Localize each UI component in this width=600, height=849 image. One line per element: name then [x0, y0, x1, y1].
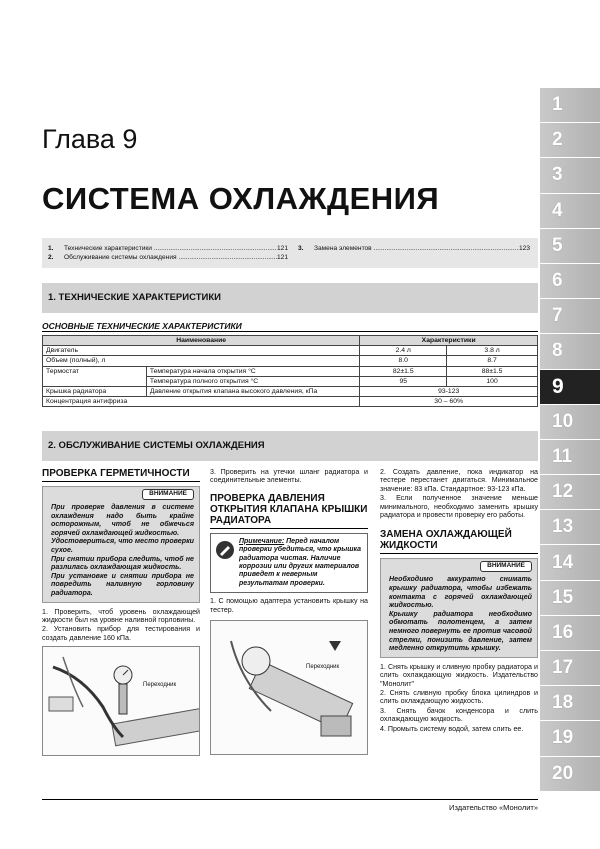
table-cell: 30 – 60% — [360, 397, 538, 407]
toc-text: Обслуживание системы охлаждения ..... — [64, 253, 277, 262]
table-cell: Температура начала открытия °С — [146, 366, 360, 376]
chapter-tab-19[interactable]: 19 — [540, 721, 600, 756]
table-cell: 3.8 л — [447, 346, 538, 356]
chapter-label: Глава 9 — [42, 124, 138, 154]
chapter-tab-6[interactable]: 6 — [540, 264, 600, 299]
chapter-tab-18[interactable]: 18 — [540, 686, 600, 721]
leak-check-heading: ПРОВЕРКА ГЕРМЕТИЧНОСТИ — [42, 468, 200, 482]
table-cell: Давление открытия клапана высокого давления, кПа — [146, 386, 360, 396]
step-text: 3. Снять бачок конденсора и слить охлаждающую жидкость. — [380, 706, 538, 724]
chapter-tab-17[interactable]: 17 — [540, 651, 600, 686]
toc-num: 1. — [48, 245, 54, 252]
table-row — [43, 356, 538, 366]
chapter-tab-5[interactable]: 5 — [540, 229, 600, 264]
table-row — [43, 386, 538, 396]
step-text: 1. Проверить, чтоб уровень охлаждающей жидкости был на уровне наливной горловины. — [42, 607, 200, 624]
note-box — [210, 533, 368, 593]
adapter-label: Переходник — [143, 682, 177, 689]
column-1 — [42, 468, 200, 756]
table-row — [43, 397, 538, 407]
toc-entry[interactable] — [48, 244, 288, 253]
section-1-heading: 1. ТЕХНИЧЕСКИЕ ХАРАКТЕРИСТИКИ — [42, 283, 538, 313]
table-cell: Двигатель — [43, 346, 360, 356]
note-text: Перед началом проверки убедиться, что крышка радиатора чистая. Наличие коррозии или других материалов приведет к неверным результатам проверки. — [239, 537, 361, 587]
table-row — [43, 336, 538, 346]
chapter-tab-20[interactable]: 20 — [540, 757, 600, 792]
tester-drawing-icon — [43, 647, 199, 755]
table-cell: 95 — [360, 376, 447, 386]
chapter-tab-3[interactable]: 3 — [540, 158, 600, 193]
table-header: Характеристики — [360, 336, 538, 346]
table-cell: 88±1.5 — [447, 366, 538, 376]
chapter-tab-14[interactable]: 14 — [540, 545, 600, 580]
table-row — [43, 346, 538, 356]
chapter-tab-13[interactable]: 13 — [540, 510, 600, 545]
table-cell: 2.4 л — [360, 346, 447, 356]
warning-text: Удостовериться, что место проверки сухое. — [51, 537, 194, 554]
adapter-label: Переходник — [306, 664, 340, 671]
footer-publisher: Издательство «Монолит» — [449, 803, 538, 812]
cap-check-heading: ПРОВЕРКА ДАВЛЕНИЯ ОТКРЫТИЯ КЛАПАНА КРЫШКИ РАДИАТОРА — [210, 493, 368, 529]
table-cell: 8.7 — [447, 356, 538, 366]
warning-text: При установке и снятии прибора не повредить наливную горловину радиатора. — [51, 571, 194, 597]
chapter-tab-11[interactable]: 11 — [540, 440, 600, 475]
toc-num: 3. — [298, 245, 304, 252]
table-cell: Крышка радиатора — [43, 386, 147, 396]
toc-text: Замена элементов ..... — [314, 244, 519, 253]
step-text: 2. Установить прибор для тестирования и создать давление 160 кПа. — [42, 625, 200, 642]
step-text: 2. Создать давление, пока индикатор на тестере перестанет двигаться. Минимальное значение: 83 кПа. Стандартное: 93-123 кПа. — [380, 468, 538, 493]
table-cell: 82±1.5 — [360, 366, 447, 376]
warning-text: При проверке давления в системе охлаждения надо быть крайне осторожным, чтоб не обжечься горячей охлаждающей жидкостью. — [51, 503, 194, 537]
step-text: 4. Промыть систему водой, затем слить ее. — [380, 724, 524, 733]
cap-tester-drawing-icon — [211, 621, 367, 754]
coolant-replace-heading: ЗАМЕНА ОХЛАЖДАЮЩЕЙ ЖИДКОСТИ — [380, 529, 538, 554]
toc-entry[interactable] — [298, 244, 530, 253]
toc-page: 123 — [518, 245, 530, 252]
chapter-tab-2[interactable]: 2 — [540, 123, 600, 158]
warning-tag: ВНИМАНИЕ — [142, 489, 194, 500]
chapter-tab-1[interactable]: 1 — [540, 88, 600, 123]
leak-test-illustration — [42, 646, 200, 756]
toc-entry[interactable] — [48, 253, 288, 262]
step-text: 1. С помощью адаптера установить крышку на тестер. — [210, 597, 368, 614]
step-text: 2. Снять сливную пробку блока цилиндров и слить охлаждающую жидкость. — [380, 689, 538, 706]
chapter-tab-4[interactable]: 4 — [540, 194, 600, 229]
chapter-tab-16[interactable]: 16 — [540, 616, 600, 651]
table-header: Наименование — [43, 336, 360, 346]
toc-page: 121 — [276, 254, 288, 261]
section-2-heading: 2. ОБСЛУЖИВАНИЕ СИСТЕМЫ ОХЛАЖДЕНИЯ — [42, 431, 538, 461]
chapter-tab-8[interactable]: 8 — [540, 334, 600, 369]
table-cell: Температура полного открытия °С — [146, 376, 360, 386]
specs-table — [42, 335, 538, 407]
column-3 — [380, 468, 538, 734]
chapter-title: СИСТЕМА ОХЛАЖДЕНИЯ — [42, 181, 440, 216]
chapter-tab-9[interactable]: 9 — [540, 370, 600, 405]
pencil-hand-icon — [215, 540, 235, 560]
chapter-tab-15[interactable]: 15 — [540, 581, 600, 616]
warning-text: Необходимо аккуратно снимать крышку радиатора, чтобы избежать контакта с горячей охлаждающей жидкостью. — [389, 575, 532, 610]
table-cell: Объем (полный), л — [43, 356, 360, 366]
table-cell: 8.0 — [360, 356, 447, 366]
table-cell: Концентрация антифриза — [43, 397, 360, 407]
table-row — [43, 366, 538, 376]
table-cell: 93-123 — [360, 386, 538, 396]
toc-text: Технические характеристики ..... — [64, 244, 277, 253]
warning-box — [380, 558, 538, 657]
column-2 — [210, 468, 368, 755]
chapter-tab-7[interactable]: 7 — [540, 299, 600, 334]
warning-text: Крышку радиатора необходимо обмотать полотенцем, а затем немного повернуть ее против часовой стрелки, понизить давление, затем медленно открутить крышку. — [389, 609, 532, 653]
toc-num: 2. — [48, 254, 54, 261]
step-text: 1. Снять крышку и сливную пробку радиатора и слить охлаждающую жидкость. Издательство "Монолит" — [380, 662, 538, 688]
warning-tag: ВНИМАНИЕ — [480, 561, 532, 572]
chapter-tab-12[interactable]: 12 — [540, 475, 600, 510]
chapter-tabs — [540, 88, 600, 792]
step-text: 3. Проверить на утечки шланг радиатора и соединительные элементы. — [210, 468, 368, 485]
step-text: 3. Если полученное значение меньше минимального, необходимо заменить крышку радиатора и провести проверку его работы. — [380, 494, 538, 520]
divider — [42, 331, 538, 332]
footer-divider — [42, 799, 538, 800]
toc-page: 121 — [276, 245, 288, 252]
specs-subheading: ОСНОВНЫЕ ТЕХНИЧЕСКИЕ ХАРАКТЕРИСТИКИ — [42, 321, 242, 331]
table-cell: Термостат — [43, 366, 147, 386]
cap-tester-illustration — [210, 620, 368, 755]
warning-text: При снятии прибора следить, чтоб не разлилась охлаждающая жидкость. — [51, 554, 194, 572]
chapter-tab-10[interactable]: 10 — [540, 405, 600, 440]
warning-box — [42, 486, 200, 603]
table-of-contents — [42, 238, 538, 268]
table-cell: 100 — [447, 376, 538, 386]
note-title: Примечание: — [239, 537, 285, 545]
